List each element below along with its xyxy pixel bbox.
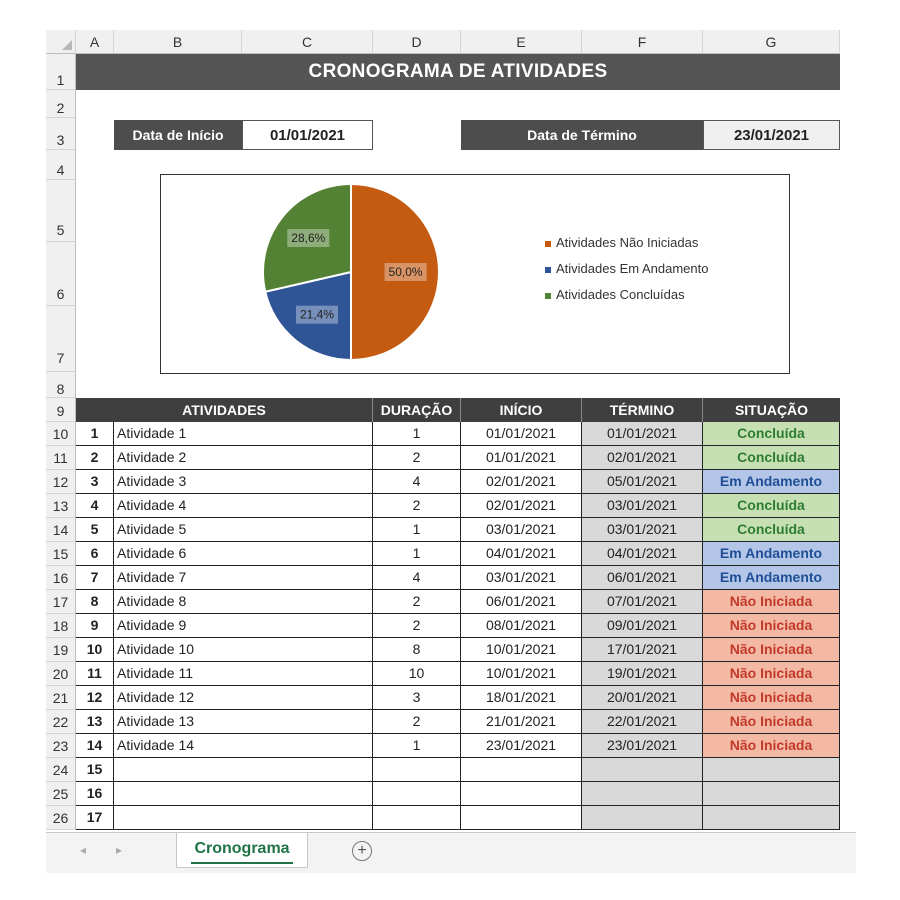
activity-name-cell[interactable]: Atividade 13 bbox=[114, 710, 373, 734]
end-date-cell[interactable]: 06/01/2021 bbox=[582, 566, 703, 590]
start-date-cell[interactable]: 23/01/2021 bbox=[461, 734, 582, 758]
column-header-b[interactable]: B bbox=[114, 30, 242, 54]
row-number-cell[interactable]: 7 bbox=[76, 566, 114, 590]
sheet-tab-cronograma[interactable] bbox=[176, 833, 308, 868]
row-header[interactable]: 11 bbox=[46, 446, 76, 470]
row-number-cell[interactable]: 14 bbox=[76, 734, 114, 758]
row-number-cell[interactable]: 16 bbox=[76, 782, 114, 806]
end-date-value[interactable]: 23/01/2021 bbox=[703, 120, 840, 150]
activity-name-cell[interactable]: Atividade 11 bbox=[114, 662, 373, 686]
legend-item[interactable] bbox=[545, 235, 698, 250]
start-date-cell[interactable]: 02/01/2021 bbox=[461, 470, 582, 494]
end-date-cell[interactable]: 19/01/2021 bbox=[582, 662, 703, 686]
spreadsheet-margin bbox=[840, 54, 856, 862]
end-date-cell[interactable]: 22/01/2021 bbox=[582, 710, 703, 734]
start-date-cell[interactable]: 10/01/2021 bbox=[461, 638, 582, 662]
start-date-cell[interactable] bbox=[461, 758, 582, 782]
row-header[interactable]: 7 bbox=[46, 306, 76, 372]
duration-cell[interactable]: 2 bbox=[373, 710, 461, 734]
duration-cell[interactable] bbox=[373, 782, 461, 806]
row-header[interactable]: 21 bbox=[46, 686, 76, 710]
status-badge[interactable]: Concluída bbox=[703, 446, 840, 470]
spreadsheet bbox=[46, 30, 856, 872]
status-badge[interactable]: Não Iniciada bbox=[703, 734, 840, 758]
end-date-cell[interactable]: 23/01/2021 bbox=[582, 734, 703, 758]
activity-name-cell[interactable] bbox=[114, 782, 373, 806]
legend-label: Atividades Concluídas bbox=[556, 287, 685, 302]
row-header[interactable]: 13 bbox=[46, 494, 76, 518]
duration-cell[interactable]: 2 bbox=[373, 446, 461, 470]
end-date-cell[interactable]: 05/01/2021 bbox=[582, 470, 703, 494]
status-badge[interactable]: Concluída bbox=[703, 422, 840, 446]
end-date-cell[interactable]: 02/01/2021 bbox=[582, 446, 703, 470]
row-number-cell[interactable]: 5 bbox=[76, 518, 114, 542]
status-badge[interactable]: Concluída bbox=[703, 494, 840, 518]
start-date-cell[interactable]: 06/01/2021 bbox=[461, 590, 582, 614]
column-header-duration: DURAÇÃO bbox=[373, 398, 461, 422]
start-date-cell[interactable]: 04/01/2021 bbox=[461, 542, 582, 566]
column-header-start: INÍCIO bbox=[461, 398, 582, 422]
activity-name-cell[interactable] bbox=[114, 758, 373, 782]
start-date-cell[interactable] bbox=[461, 806, 582, 830]
duration-cell[interactable] bbox=[373, 758, 461, 782]
row-header[interactable]: 15 bbox=[46, 542, 76, 566]
column-header-e[interactable]: E bbox=[461, 30, 582, 54]
legend-item[interactable] bbox=[545, 287, 685, 302]
activity-name-cell[interactable]: Atividade 7 bbox=[114, 566, 373, 590]
start-date-cell[interactable]: 10/01/2021 bbox=[461, 662, 582, 686]
activity-name-cell[interactable]: Atividade 1 bbox=[114, 422, 373, 446]
start-date-cell[interactable]: 21/01/2021 bbox=[461, 710, 582, 734]
row-number-cell[interactable]: 17 bbox=[76, 806, 114, 830]
status-badge[interactable]: Concluída bbox=[703, 518, 840, 542]
column-header-status: SITUAÇÃO bbox=[703, 398, 840, 422]
row-number-cell[interactable]: 8 bbox=[76, 590, 114, 614]
select-all-corner[interactable] bbox=[46, 30, 76, 54]
row-header[interactable]: 1 bbox=[46, 54, 76, 90]
activity-name-cell[interactable]: Atividade 12 bbox=[114, 686, 373, 710]
row-header[interactable]: 3 bbox=[46, 118, 76, 150]
row-number-cell[interactable]: 1 bbox=[76, 422, 114, 446]
row-header[interactable]: 22 bbox=[46, 710, 76, 734]
status-badge[interactable]: Em Andamento bbox=[703, 470, 840, 494]
status-badge[interactable]: Não Iniciada bbox=[703, 614, 840, 638]
legend-label: Atividades Não Iniciadas bbox=[556, 235, 699, 250]
end-date-cell[interactable] bbox=[582, 758, 703, 782]
activity-name-cell[interactable]: Atividade 5 bbox=[114, 518, 373, 542]
activity-name-cell[interactable]: Atividade 6 bbox=[114, 542, 373, 566]
plus-circle-icon[interactable]: + bbox=[352, 841, 372, 861]
row-number-cell[interactable]: 3 bbox=[76, 470, 114, 494]
row-number-cell[interactable]: 10 bbox=[76, 638, 114, 662]
row-header[interactable]: 2 bbox=[46, 90, 76, 118]
row-header[interactable]: 10 bbox=[46, 422, 76, 446]
data-label: 21,4% bbox=[300, 307, 335, 322]
column-header-f[interactable]: F bbox=[582, 30, 703, 54]
start-date-cell[interactable]: 03/01/2021 bbox=[461, 566, 582, 590]
activity-name-cell[interactable]: Atividade 4 bbox=[114, 494, 373, 518]
end-date-cell[interactable]: 07/01/2021 bbox=[582, 590, 703, 614]
end-date-cell[interactable]: 03/01/2021 bbox=[582, 518, 703, 542]
row-header[interactable]: 5 bbox=[46, 180, 76, 242]
row-number-cell[interactable]: 15 bbox=[76, 758, 114, 782]
scroll-left-icon[interactable]: ◂ bbox=[80, 843, 87, 857]
status-badge[interactable]: Não Iniciada bbox=[703, 590, 840, 614]
row-header[interactable]: 6 bbox=[46, 242, 76, 306]
activity-name-cell[interactable]: Atividade 3 bbox=[114, 470, 373, 494]
status-badge[interactable]: Não Iniciada bbox=[703, 686, 840, 710]
duration-cell[interactable]: 2 bbox=[373, 494, 461, 518]
end-date-cell[interactable]: 03/01/2021 bbox=[582, 494, 703, 518]
legend-label: Atividades Em Andamento bbox=[556, 261, 709, 276]
end-date-cell[interactable]: 20/01/2021 bbox=[582, 686, 703, 710]
end-date-cell[interactable]: 04/01/2021 bbox=[582, 542, 703, 566]
sheet-tab-label: Cronograma bbox=[194, 840, 290, 857]
activities-table bbox=[46, 422, 840, 842]
row-header[interactable]: 8 bbox=[46, 372, 76, 398]
chart-legend bbox=[161, 175, 791, 375]
row-header[interactable]: 24 bbox=[46, 758, 76, 782]
end-date-cell[interactable] bbox=[582, 806, 703, 830]
column-header-c[interactable]: C bbox=[242, 30, 373, 54]
row-number-cell[interactable]: 4 bbox=[76, 494, 114, 518]
row-header[interactable]: 12 bbox=[46, 470, 76, 494]
activity-name-cell[interactable]: Atividade 14 bbox=[114, 734, 373, 758]
legend-swatch bbox=[545, 293, 551, 299]
row-header[interactable]: 19 bbox=[46, 638, 76, 662]
activity-name-cell[interactable]: Atividade 2 bbox=[114, 446, 373, 470]
duration-cell[interactable]: 8 bbox=[373, 638, 461, 662]
status-badge[interactable]: Não Iniciada bbox=[703, 638, 840, 662]
row-number-cell[interactable]: 2 bbox=[76, 446, 114, 470]
sheet-tab-bar bbox=[46, 832, 856, 873]
row-header[interactable]: 4 bbox=[46, 150, 76, 180]
duration-cell[interactable]: 4 bbox=[373, 566, 461, 590]
legend-swatch bbox=[545, 241, 551, 247]
row-number-cell[interactable]: 12 bbox=[76, 686, 114, 710]
status-badge[interactable]: Em Andamento bbox=[703, 566, 840, 590]
end-date-label: Data de Término bbox=[461, 120, 703, 150]
activity-name-cell[interactable]: Atividade 8 bbox=[114, 590, 373, 614]
status-badge[interactable]: Não Iniciada bbox=[703, 710, 840, 734]
duration-cell[interactable]: 2 bbox=[373, 614, 461, 638]
scroll-right-icon[interactable]: ▸ bbox=[116, 843, 123, 857]
start-date-cell[interactable]: 01/01/2021 bbox=[461, 422, 582, 446]
row-header[interactable]: 17 bbox=[46, 590, 76, 614]
status-badge[interactable] bbox=[703, 806, 840, 830]
row-number-cell[interactable]: 13 bbox=[76, 710, 114, 734]
duration-cell[interactable] bbox=[373, 806, 461, 830]
duration-cell[interactable]: 4 bbox=[373, 470, 461, 494]
column-header-g[interactable]: G bbox=[703, 30, 840, 54]
status-badge[interactable]: Em Andamento bbox=[703, 542, 840, 566]
start-date-cell[interactable] bbox=[461, 782, 582, 806]
column-header-end: TÉRMINO bbox=[582, 398, 703, 422]
column-header-a[interactable]: A bbox=[76, 30, 114, 54]
start-date-value[interactable]: 01/01/2021 bbox=[242, 120, 373, 150]
data-label: 50,0% bbox=[388, 265, 423, 279]
row-header[interactable]: 20 bbox=[46, 662, 76, 686]
activity-name-cell[interactable]: Atividade 10 bbox=[114, 638, 373, 662]
pie-chart[interactable] bbox=[160, 174, 790, 374]
activity-name-cell[interactable]: Atividade 9 bbox=[114, 614, 373, 638]
start-date-cell[interactable]: 18/01/2021 bbox=[461, 686, 582, 710]
legend-swatch bbox=[545, 267, 551, 273]
data-label: 28,6% bbox=[291, 231, 326, 246]
status-badge[interactable] bbox=[703, 782, 840, 806]
page-title[interactable]: CRONOGRAMA DE ATIVIDADES bbox=[76, 54, 840, 90]
duration-cell[interactable]: 1 bbox=[373, 422, 461, 446]
duration-cell[interactable]: 10 bbox=[373, 662, 461, 686]
start-date-cell[interactable]: 08/01/2021 bbox=[461, 614, 582, 638]
row-header[interactable]: 16 bbox=[46, 566, 76, 590]
duration-cell[interactable]: 1 bbox=[373, 734, 461, 758]
end-date-cell[interactable]: 01/01/2021 bbox=[582, 422, 703, 446]
row-number-cell[interactable]: 6 bbox=[76, 542, 114, 566]
duration-cell[interactable]: 1 bbox=[373, 518, 461, 542]
duration-cell[interactable]: 1 bbox=[373, 542, 461, 566]
duration-cell[interactable]: 3 bbox=[373, 686, 461, 710]
row-header[interactable]: 26 bbox=[46, 806, 76, 830]
status-badge[interactable]: Não Iniciada bbox=[703, 662, 840, 686]
start-date-cell[interactable]: 01/01/2021 bbox=[461, 446, 582, 470]
column-header-d[interactable]: D bbox=[373, 30, 461, 54]
legend-item[interactable] bbox=[545, 261, 708, 276]
end-date-cell[interactable] bbox=[582, 782, 703, 806]
row-header[interactable]: 14 bbox=[46, 518, 76, 542]
status-badge[interactable] bbox=[703, 758, 840, 782]
end-date-cell[interactable]: 17/01/2021 bbox=[582, 638, 703, 662]
row-number-cell[interactable]: 11 bbox=[76, 662, 114, 686]
row-number-cell[interactable]: 9 bbox=[76, 614, 114, 638]
column-header-activities: ATIVIDADES bbox=[76, 398, 373, 422]
start-date-cell[interactable]: 02/01/2021 bbox=[461, 494, 582, 518]
row-header[interactable]: 18 bbox=[46, 614, 76, 638]
start-date-cell[interactable]: 03/01/2021 bbox=[461, 518, 582, 542]
row-header[interactable]: 25 bbox=[46, 782, 76, 806]
duration-cell[interactable]: 2 bbox=[373, 590, 461, 614]
row-header[interactable]: 9 bbox=[46, 398, 76, 422]
activity-name-cell[interactable] bbox=[114, 806, 373, 830]
start-date-label: Data de Início bbox=[114, 120, 242, 150]
end-date-cell[interactable]: 09/01/2021 bbox=[582, 614, 703, 638]
row-header[interactable]: 23 bbox=[46, 734, 76, 758]
